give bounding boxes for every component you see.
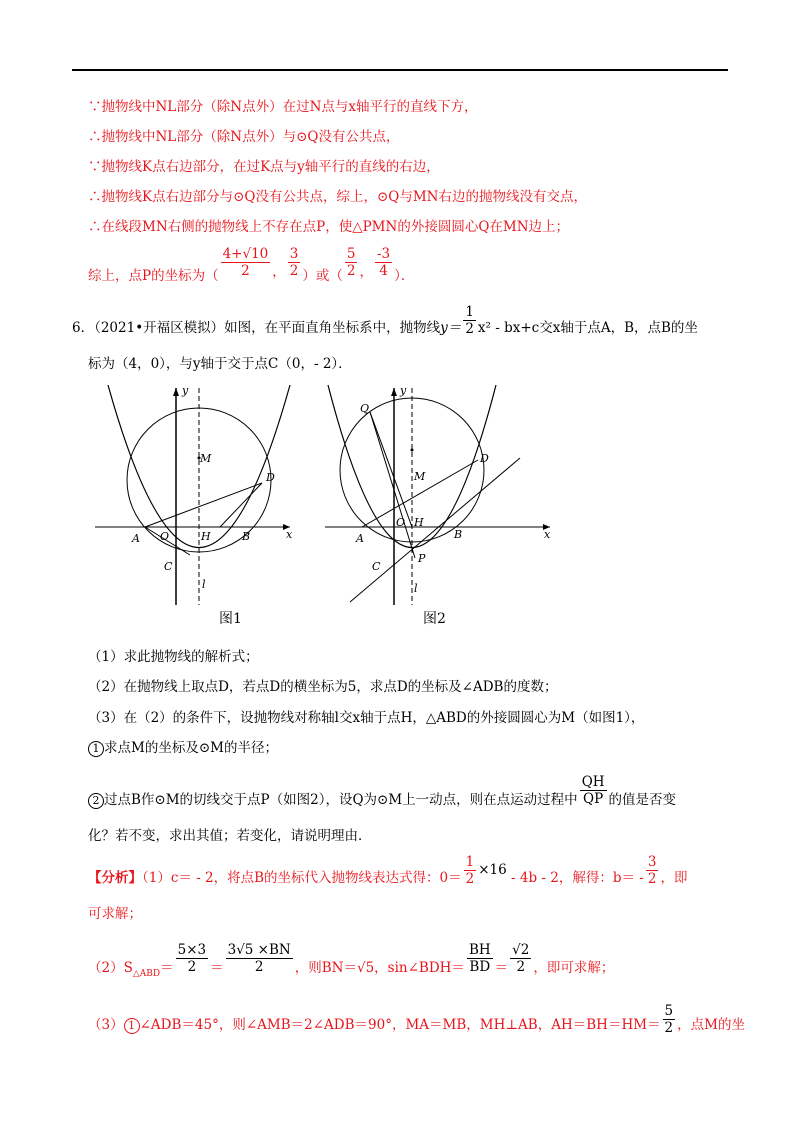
proof-line-4: ∴抛物线K点右边部分与⊙Q没有公共点，综上，⊙Q与MN右边的抛物线没有交点， (88, 189, 587, 205)
analysis-2-frac-4: $\frac{√2}{2}$ (512, 942, 530, 975)
analysis-3-b: ∠ADB＝45°，则∠AMB＝2∠ADB＝90°，MA＝MB，MH⊥AB，AH＝BH＝HM＝ (139, 1017, 661, 1033)
analysis-line-1-cont: 可求解； (88, 906, 142, 922)
fig2-parabola (328, 385, 496, 548)
fig1-label-x: x (286, 528, 293, 541)
conclusion-suffix: ）． (394, 268, 415, 284)
conclusion-mid: ）或（ (302, 268, 343, 284)
analysis-3-c: ，点M的坐 (677, 1017, 745, 1033)
fig2-label-a: A (356, 532, 364, 545)
analysis-line-2: $(2)S_{\triangle ABD}=$ $\frac{5\times 3}{2}$ ＝ $\frac{3√5 \times BN}{2}$ ，则BN＝√5，sin∠BDH＝ $\frac{BH}{BD}$ ＝ $\frac{√2}{2}$ ，即可求解； (88, 942, 615, 979)
fig2-label-h: H (414, 516, 424, 529)
problem-text-1: 如图，在平面直角坐标系中，抛物线 (224, 320, 441, 336)
figure-2-caption: 图2 (423, 611, 446, 627)
fig1-line-ad (145, 483, 262, 527)
analysis-1-d: ，即 (660, 870, 688, 886)
fig2-label-q: Q (360, 402, 370, 415)
analysis-2-sub: △ABD (132, 968, 161, 979)
question-3: （3）在（2）的条件下，设抛物线对称轴l交x轴于点H，△ABD的外接圆圆心为M（如图1）， (88, 710, 645, 726)
figure-1 (90, 380, 305, 610)
analysis-2-c: ，即可求解； (533, 960, 615, 976)
analysis-2-a: （2）S (88, 960, 133, 976)
fig1-label-m: M (200, 452, 212, 465)
fig2-line-qp (370, 412, 415, 558)
fig2-label-p: P (418, 552, 426, 565)
fig1-label-d: D (266, 471, 275, 484)
analysis-1-frac: $\frac{1}{2}$ (465, 854, 475, 887)
conclusion-frac-1: $\frac{4+√10}{2}$ (222, 246, 269, 279)
question-2: （2）在抛物线上取点D，若点D的横坐标为5，求点D的坐标及∠ADB的度数； (88, 679, 558, 695)
fig1-label-b: B (242, 530, 251, 543)
problem-eq-y: y＝ (440, 320, 462, 336)
question-3-2-text-a: 过点B作⊙M的切线交于点P（如图2），设Q为⊙M上一动点，则在点运动过程中 (104, 792, 578, 808)
fig1-label-y: y (182, 384, 189, 397)
proof-line-1: ∵抛物线中NL部分（除N点外）在过N点与x轴平行的直线下方， (88, 99, 478, 115)
circled-number-1: 1 (88, 741, 104, 757)
question-1: （1）求此抛物线的解析式； (88, 649, 259, 665)
fig2-label-l: l (414, 582, 418, 595)
fig2-label-y: y (400, 384, 407, 397)
fig1-label-a: A (132, 532, 140, 545)
analysis-line-3 (88, 1003, 745, 1036)
question-3-2 (88, 774, 677, 817)
proof-line-2: ∴抛物线中NL部分（除N点外）与⊙Q没有公共点， (88, 129, 400, 145)
fig2-label-o: O (396, 516, 406, 529)
conclusion-frac-4: $\frac{-3}{4}$ (376, 246, 391, 279)
analysis-3-frac: $\frac{5}{2}$ (664, 1003, 674, 1036)
analysis-2-b: ，则BN＝√5，sin∠BDH＝ (294, 960, 465, 976)
fig1-line-bd (220, 483, 262, 527)
analysis-3-a: （3） (88, 1017, 124, 1033)
fig2-label-x: x (544, 528, 551, 541)
fig2-label-c: C (372, 560, 381, 573)
proof-line-3: ∵抛物线K点右边部分，在过K点与y轴平行的直线的右边， (88, 159, 440, 175)
conclusion-line: 综上，点P的坐标为（ $\frac{4+√10}{2}$ ， $\frac{3}{2}$ ）或（ $\frac{5}{2}$ ， $\frac{-3}{4}$ ）． (88, 246, 415, 284)
fig2-label-d: D (480, 452, 489, 465)
question-3-2-cont: 化？若不变，求出其值；若变化，请说明理由． (88, 828, 372, 844)
analysis-2-frac-1: $\frac{5\times 3}{2}$ (177, 942, 207, 975)
fig2-tangent (350, 458, 520, 602)
fig2-label-b: B (454, 528, 463, 541)
circled-number-2: 2 (88, 793, 104, 809)
figure-2 (320, 380, 555, 610)
problem-source: （2021•开福区模拟） (94, 320, 225, 336)
fig2-label-m: M (414, 470, 426, 483)
analysis-1-times16: ×16 (478, 862, 507, 878)
problem-eq-frac: $\frac{1}{2}$ (465, 304, 474, 337)
proof-line-5: ∴在线段MN右侧的抛物线上不存在点P，使△PMN的外接圆圆心Q在MN边上； (88, 219, 570, 235)
analysis-line-1 (88, 854, 688, 895)
analysis-2-frac-2: $\frac{3√5 \times BN}{2}$ (227, 942, 291, 975)
analysis-tag: 【分析】 (88, 870, 142, 886)
qh-qp-fraction: $\frac{QH}{QP}$ (581, 774, 605, 807)
question-3-1-text: 求点M的坐标及⊙M的半径； (104, 740, 278, 756)
conclusion-prefix: 综上，点P的坐标为（ (88, 268, 219, 284)
problem-line-1 (72, 304, 698, 345)
question-3-2-text-b: 的值是否变 (608, 792, 677, 808)
header-rule (72, 69, 728, 71)
analysis-1-frac-2: $\frac{3}{2}$ (647, 854, 657, 887)
analysis-circled-1: 1 (124, 1018, 140, 1034)
conclusion-frac-3: $\frac{5}{2}$ (346, 246, 356, 279)
fig1-label-o: O (160, 530, 170, 543)
question-3-1 (88, 738, 278, 758)
analysis-2-frac-3: $\frac{BH}{BD}$ (468, 942, 491, 975)
fig1-label-l: l (202, 578, 206, 591)
fig1-label-c: C (164, 560, 173, 573)
analysis-1-c: - 4b - 2，解得：b＝ - (506, 870, 644, 886)
fig1-label-h: H (201, 530, 211, 543)
fig1-parabola (108, 385, 290, 548)
analysis-1-a: （1）c＝ - 2，将点B的坐标代入抛物线表达式得：0＝ (142, 870, 462, 886)
problem-line-2: 标为（4，0），与y轴于交于点C（0，- 2）． (88, 356, 352, 372)
problem-eq-rest: x² - bx+c交x轴于点A，B，点B的坐 (477, 320, 698, 336)
conclusion-frac-2: $\frac{3}{2}$ (289, 246, 299, 279)
problem-number: 6． (72, 320, 95, 336)
figure-1-caption: 图1 (219, 611, 242, 627)
